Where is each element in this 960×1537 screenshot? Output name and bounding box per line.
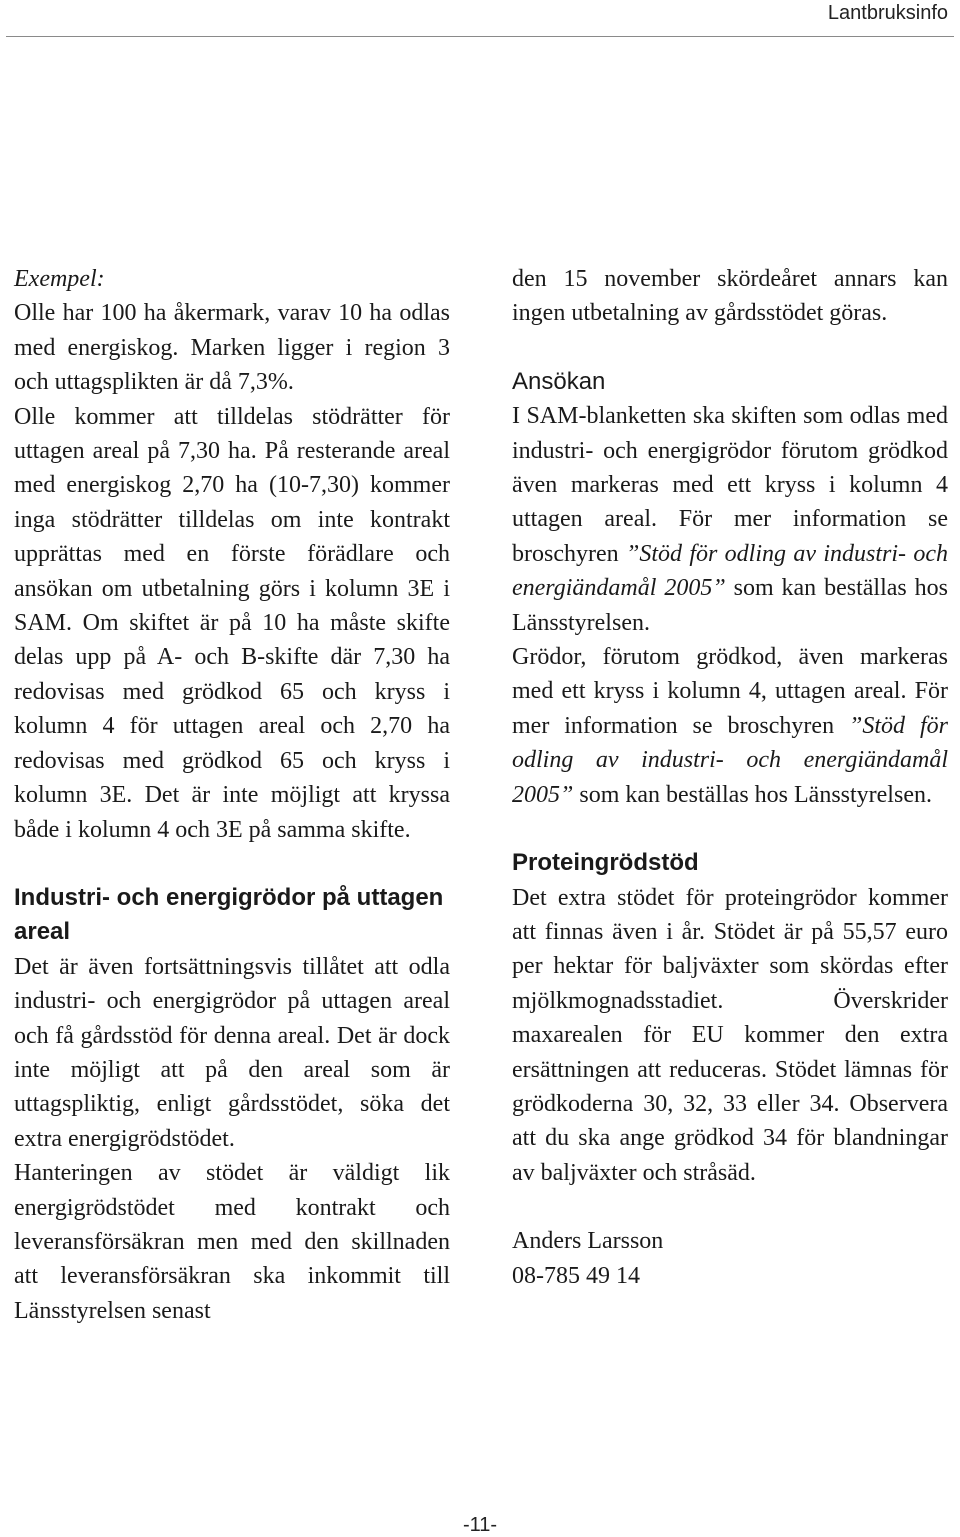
example-label: Exempel: <box>14 266 105 292</box>
brochure-title: ”Stöd för odling av industri- och energiändamål 2005” <box>512 712 948 808</box>
ansokan-paragraph-1 <box>512 399 948 640</box>
ansokan-text-a: Grödor, förutom grödkod, även markeras med ett kryss i kolumn 4, uttagen areal. För mer information se broschyren <box>512 644 948 739</box>
section-heading-industri: Industri- och energigrödor på uttagen areal <box>14 883 444 946</box>
industri-paragraph-1: Det är även fortsättningsvis tillåtet att odla industri- och energigrödor på uttagen areal och få gårdsstöd för denna areal. Det är dock inte möjligt att på den areal som är uttagspliktig, enligt gårdsstödet, söka det extra energigrödstödet. <box>14 953 450 1152</box>
example-intro: Olle har 100 ha åkermark, varav 10 ha odlas med energiskog. Marken ligger i region 3 och uttagsplikten är då 7,3%. <box>14 300 450 396</box>
author-phone: 08-785 49 14 <box>512 1262 640 1289</box>
left-column <box>14 262 450 1328</box>
ansokan-text-b: som kan beställas hos Länsstyrelsen. <box>573 781 932 808</box>
continuation-paragraph: den 15 november skördeåret annars kan ingen utbetalning av gårdsstödet göras. <box>512 266 948 327</box>
ansokan-text-b: som kan beställas hos Länsstyrelsen. <box>512 575 948 636</box>
example-body: Olle kommer att tilldelas stödrätter för uttagen areal på 7,30 ha. På resterande areal med energiskog 2,70 ha (10-7,30) kommer inga stödrätter tilldelas om inte kontrakt upprättas med en förste förädlare och ansökan om utbetalning görs i kolumn 3E i SAM. Om skiftet är på 10 ha måste skifte delas upp på A- och B-skifte där 7,30 ha redovisas med grödkod 65 och kryss i kolumn 4 för uttagen areal och 2,70 ha redovisas med grödkod 65 och kryss i kolumn 3E. Det är inte möjligt att kryssa både i kolumn 4 och 3E på samma skifte. <box>14 403 450 843</box>
author-name: Anders Larsson <box>512 1228 664 1255</box>
publication-title: Lantbruksinfo <box>827 2 948 24</box>
right-column <box>512 262 948 1293</box>
industri-paragraph-2: Hanteringen av stödet är väldigt lik energigrödstödet med kontrakt och leveransförsäkran men med den skillnaden att leveransförsäkran ska inkommit till Länsstyrelsen senast <box>14 1160 450 1324</box>
spacer <box>512 1190 948 1224</box>
brochure-title: ”Stöd för odling av industri- och energiändamål 2005” <box>512 540 948 602</box>
spacer <box>512 812 948 846</box>
protein-paragraph: Det extra stödet för proteingrödor kommer att finnas även i år. Stödet är på 55,57 euro per hektar för baljväxter som skördas efter mjölkmognadsstadiet. Överskrider maxarealen för EU kommer den extra ersättningen att reduceras. Stödet lämnas för grödkoderna 30, 32, 33 eller 34. Observera att du ska ange grödkod 34 för blandningar av baljväxter och stråsäd. <box>512 884 948 1186</box>
header-divider <box>6 36 954 37</box>
ansokan-paragraph-2 <box>512 640 948 812</box>
spacer <box>512 331 948 365</box>
section-heading-protein: Proteingrödstöd <box>512 849 699 877</box>
section-heading-ansokan: Ansökan <box>512 367 606 395</box>
ansokan-text-a: I SAM-blanketten ska skiften som odlas med industri- och energigrödor förutom grödkod även markeras med ett kryss i kolumn 4 uttagen areal. För mer information se broschyren <box>512 403 948 567</box>
spacer <box>14 847 450 881</box>
page-number: -11- <box>462 1514 498 1536</box>
